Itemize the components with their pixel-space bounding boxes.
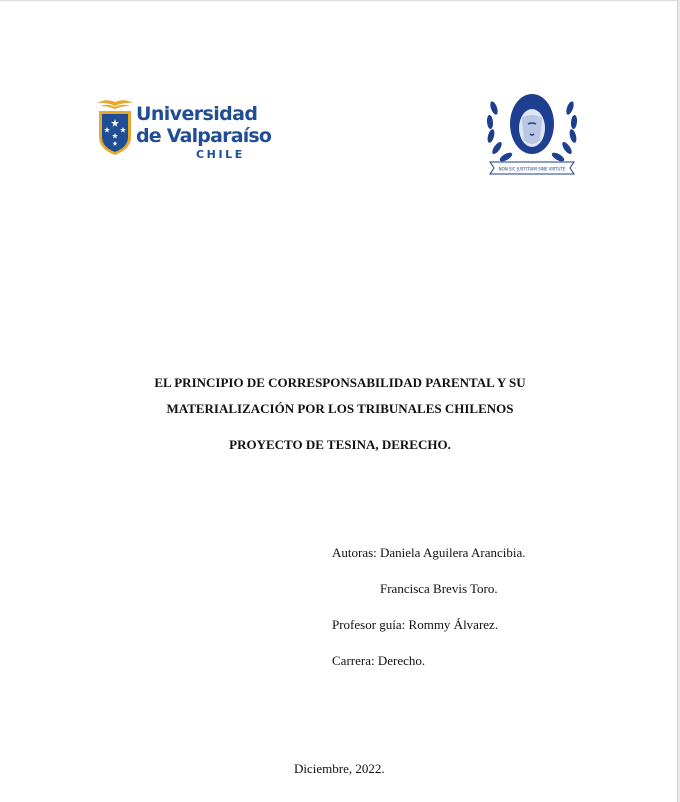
- uv-shield-icon: [96, 97, 134, 157]
- document-date: Diciembre, 2022.: [294, 761, 385, 776]
- document-title-line1: EL PRINCIPIO DE CORRESPONSABILIDAD PARENTAL Y SU: [154, 375, 526, 390]
- page-edge: [0, 0, 677, 2]
- authors-line2: Francisca Brevis Toro.: [380, 581, 498, 596]
- authors-line1: Autoras: Daniela Aguilera Arancibia.: [332, 545, 526, 560]
- university-country: CHILE: [196, 148, 245, 161]
- career-line: Carrera: Derecho.: [332, 653, 426, 668]
- document-subtitle: PROYECTO DE TESINA, DERECHO.: [229, 437, 451, 452]
- university-name-line2: de Valparaíso: [136, 125, 272, 147]
- university-wordmark: [136, 105, 271, 160]
- faculty-seal-logo: [484, 88, 580, 180]
- document-title-line2: MATERIALIZACIÓN POR LOS TRIBUNALES CHILENOS: [166, 401, 514, 416]
- university-logo: [96, 97, 272, 163]
- university-name-line1: Universidad: [136, 103, 258, 125]
- seal-motto: NON SIC JUSTITIAM SINE VIRTUTE: [498, 166, 566, 172]
- laurel-head-emblem-icon: [484, 88, 580, 180]
- advisor-line: Profesor guía: Rommy Álvarez.: [332, 617, 499, 632]
